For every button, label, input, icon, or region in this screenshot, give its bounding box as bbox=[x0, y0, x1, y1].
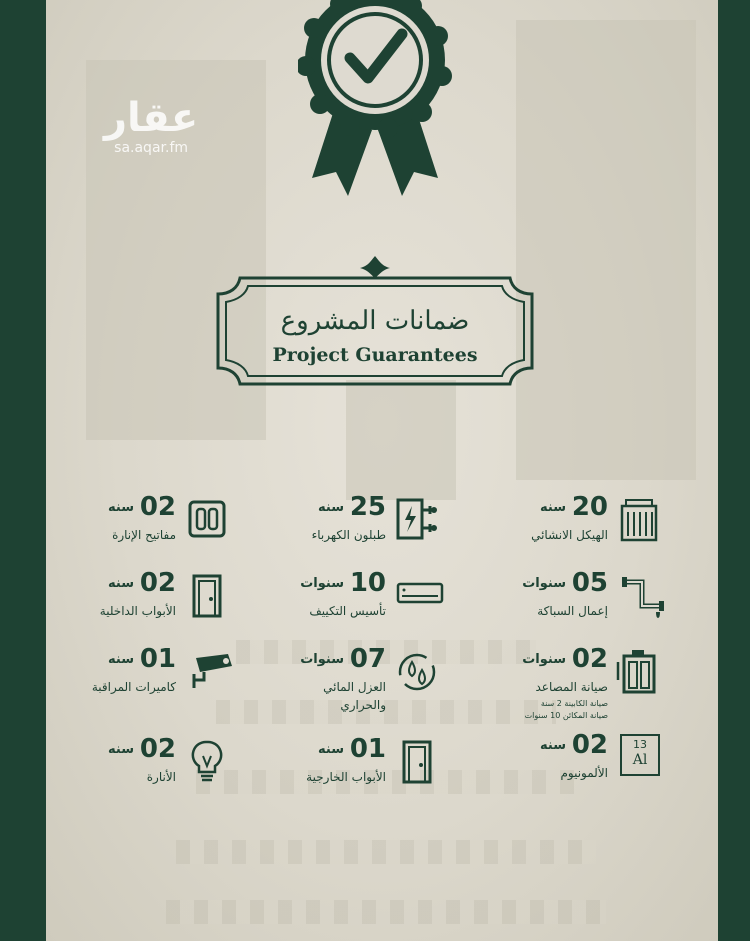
title-arabic: ضمانات المشروع bbox=[280, 306, 470, 336]
guarantee-note-cabin: صيانة الكابينة 2 سنة bbox=[540, 699, 608, 708]
guarantee-unit: سنوات bbox=[300, 576, 344, 591]
guarantee-label bbox=[276, 678, 386, 714]
guarantee-cameras bbox=[30, 644, 230, 718]
guarantee-unit: سنه bbox=[540, 500, 566, 515]
guarantee-years: 01 bbox=[349, 734, 386, 764]
guarantee-electrical-panel bbox=[240, 492, 440, 566]
guarantee-label: الهيكل الانشائي bbox=[531, 528, 608, 542]
interior-door-icon bbox=[184, 572, 230, 620]
guarantee-unit: سنوات bbox=[300, 652, 344, 667]
guarantee-label: صيانة المصاعد bbox=[535, 680, 608, 694]
guarantee-years: 02 bbox=[571, 730, 608, 760]
guarantee-years: 10 bbox=[349, 568, 386, 598]
title-frame bbox=[210, 256, 540, 406]
guarantee-label-line1: العزل المائي والحراري bbox=[323, 680, 386, 712]
guarantee-plumbing bbox=[462, 568, 662, 642]
bg-stair-5 bbox=[166, 900, 606, 924]
bg-building-right bbox=[516, 20, 696, 480]
guarantee-years: 02 bbox=[571, 644, 608, 674]
light-switch-icon bbox=[184, 496, 230, 544]
guarantee-unit: سنه bbox=[318, 500, 344, 515]
guarantee-unit: سنه bbox=[540, 738, 566, 753]
guarantee-label: الأنارة bbox=[146, 770, 176, 784]
aluminum-atomic-number: 13 bbox=[633, 738, 647, 751]
guarantee-badge-icon bbox=[298, 0, 452, 215]
guarantee-years: 01 bbox=[139, 644, 176, 674]
guarantee-light-switches bbox=[30, 492, 230, 566]
exterior-door-icon bbox=[394, 738, 440, 786]
guarantee-unit: سنه bbox=[108, 576, 134, 591]
guarantee-unit: سنه bbox=[108, 742, 134, 757]
guarantee-interior-doors bbox=[30, 568, 230, 642]
guarantee-years: 25 bbox=[349, 492, 386, 522]
bg-stair-4 bbox=[176, 840, 596, 864]
guarantee-label: الألمونيوم bbox=[560, 766, 608, 780]
title-english: Project Guarantees bbox=[272, 344, 478, 366]
guarantee-label: مفاتيح الإنارة bbox=[112, 528, 176, 542]
guarantee-structure bbox=[462, 492, 662, 566]
watermark-arabic: عقار bbox=[104, 95, 199, 141]
guarantee-years: 20 bbox=[571, 492, 608, 522]
guarantee-aluminum bbox=[462, 730, 662, 804]
guarantee-insulation bbox=[240, 644, 440, 718]
elevator-icon bbox=[616, 648, 662, 696]
air-conditioner-icon bbox=[394, 572, 444, 620]
plumbing-pipe-icon bbox=[618, 572, 668, 620]
electrical-panel-icon bbox=[394, 496, 440, 544]
guarantee-years: 02 bbox=[139, 568, 176, 598]
guarantee-unit: سنه bbox=[108, 652, 134, 667]
guarantee-air-conditioning bbox=[240, 568, 440, 642]
guarantee-label: الأبواب الخارجية bbox=[306, 770, 386, 784]
guarantee-label: إعمال السباكة bbox=[537, 604, 608, 618]
guarantee-years: 05 bbox=[571, 568, 608, 598]
guarantee-unit: سنه bbox=[318, 742, 344, 757]
guarantee-years: 02 bbox=[139, 734, 176, 764]
water-insulation-icon bbox=[394, 648, 440, 696]
aluminum-element-icon bbox=[620, 734, 660, 776]
security-camera-icon bbox=[186, 648, 236, 696]
guarantee-years: 02 bbox=[139, 492, 176, 522]
guarantee-unit: سنوات bbox=[522, 652, 566, 667]
light-bulb-icon bbox=[184, 738, 230, 786]
guarantee-unit: سنوات bbox=[522, 576, 566, 591]
guarantee-label: تأسيس التكييف bbox=[309, 604, 386, 618]
guarantee-years: 07 bbox=[349, 644, 386, 674]
watermark-url: sa.aqar.fm bbox=[114, 140, 189, 156]
guarantee-unit: سنه bbox=[108, 500, 134, 515]
guarantee-note-machines: صيانة المكائن 10 سنوات bbox=[524, 711, 608, 720]
building-structure-icon bbox=[616, 496, 662, 544]
guarantee-label: كاميرات المراقبة bbox=[91, 680, 176, 694]
watermark bbox=[104, 96, 198, 156]
guarantee-label: الأبواب الداخلية bbox=[99, 604, 176, 618]
guarantee-elevators bbox=[462, 644, 662, 728]
guarantee-exterior-doors bbox=[240, 734, 440, 808]
aluminum-symbol: Al bbox=[632, 752, 648, 768]
guarantee-lighting bbox=[30, 734, 230, 808]
guarantee-label: طبلون الكهرباء bbox=[311, 528, 386, 542]
